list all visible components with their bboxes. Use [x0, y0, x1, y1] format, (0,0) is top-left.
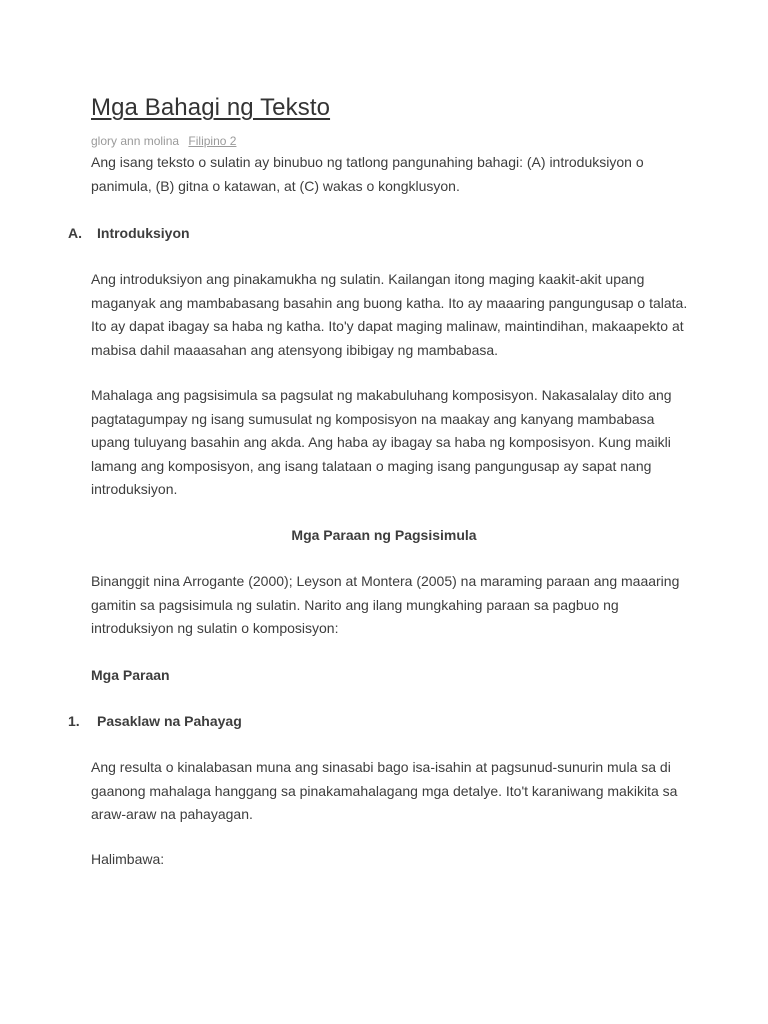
item-1-heading: Pasaklaw na Pahayag — [97, 713, 242, 729]
category-link[interactable]: Filipino 2 — [188, 134, 237, 148]
section-a-paragraph-2: Mahalaga ang pagsisimula sa pagsulat ng makabuluhang komposisyon. Nakasalalay dito ang pagtatagumpay ng isang sumusulat ng komposisyon na maakay ang kanyang mambabasa upang tuluyang basahin ang akda. Ang haba ay ibagay sa haba ng komposisyon. Kung maikli lamang ang komposisyon, ang isang talataan o maging isang pangungusap ay sapat nang introduksiyon. — [91, 387, 672, 497]
section-a-marker: A. — [68, 225, 82, 241]
intro-paragraph: Ang isang teksto o sulatin ay binubuo ng tatlong pangunahing bahagi: (A) introduksiyon o panimula, (B) gitna o katawan, at (C) wakas o kongklusyon. — [91, 154, 644, 194]
item-1-marker: 1. — [68, 713, 80, 729]
section-a-heading: Introduksiyon — [97, 225, 190, 241]
methods-paragraph: Binanggit nina Arrogante (2000); Leyson at Montera (2005) na maraming paraan ang maaaring gamitin sa pagsisimula ng sulatin. Narito ang ilang mungkahing paraan sa pagbuo ng introduksiyon ng sulatin o komposisyon: — [91, 573, 680, 636]
byline — [91, 134, 236, 148]
author-name: glory ann molina — [91, 134, 180, 148]
section-a-paragraph-1: Ang introduksiyon ang pinakamukha ng sulatin. Kailangan itong maging kaakit-akit upang maganyak ang mambabasang basahin ang buong katha. Ito ay maaaring pangungusap o talata. Ito ay dapat ibagay sa haba ng katha. Ito'y dapat maging malinaw, maintindihan, makaapekto at mabisa dahil maaasahan ang atensyong ibibigay ng mambabasa. — [91, 271, 688, 358]
methods-label: Mga Paraan — [91, 667, 170, 683]
page-title: Mga Bahagi ng Teksto — [91, 94, 331, 121]
methods-title: Mga Paraan ng Pagsisimula — [291, 527, 477, 543]
example-label: Halimbawa: — [91, 851, 165, 867]
item-1-paragraph: Ang resulta o kinalabasan muna ang sinasabi bago isa-isahin at pagsunud-sunurin mula sa di gaanong mahalaga hanggang sa pinakamahalagang mga detalye. Ito't karaniwang makikita sa araw-araw na pahayagan. — [91, 759, 678, 822]
